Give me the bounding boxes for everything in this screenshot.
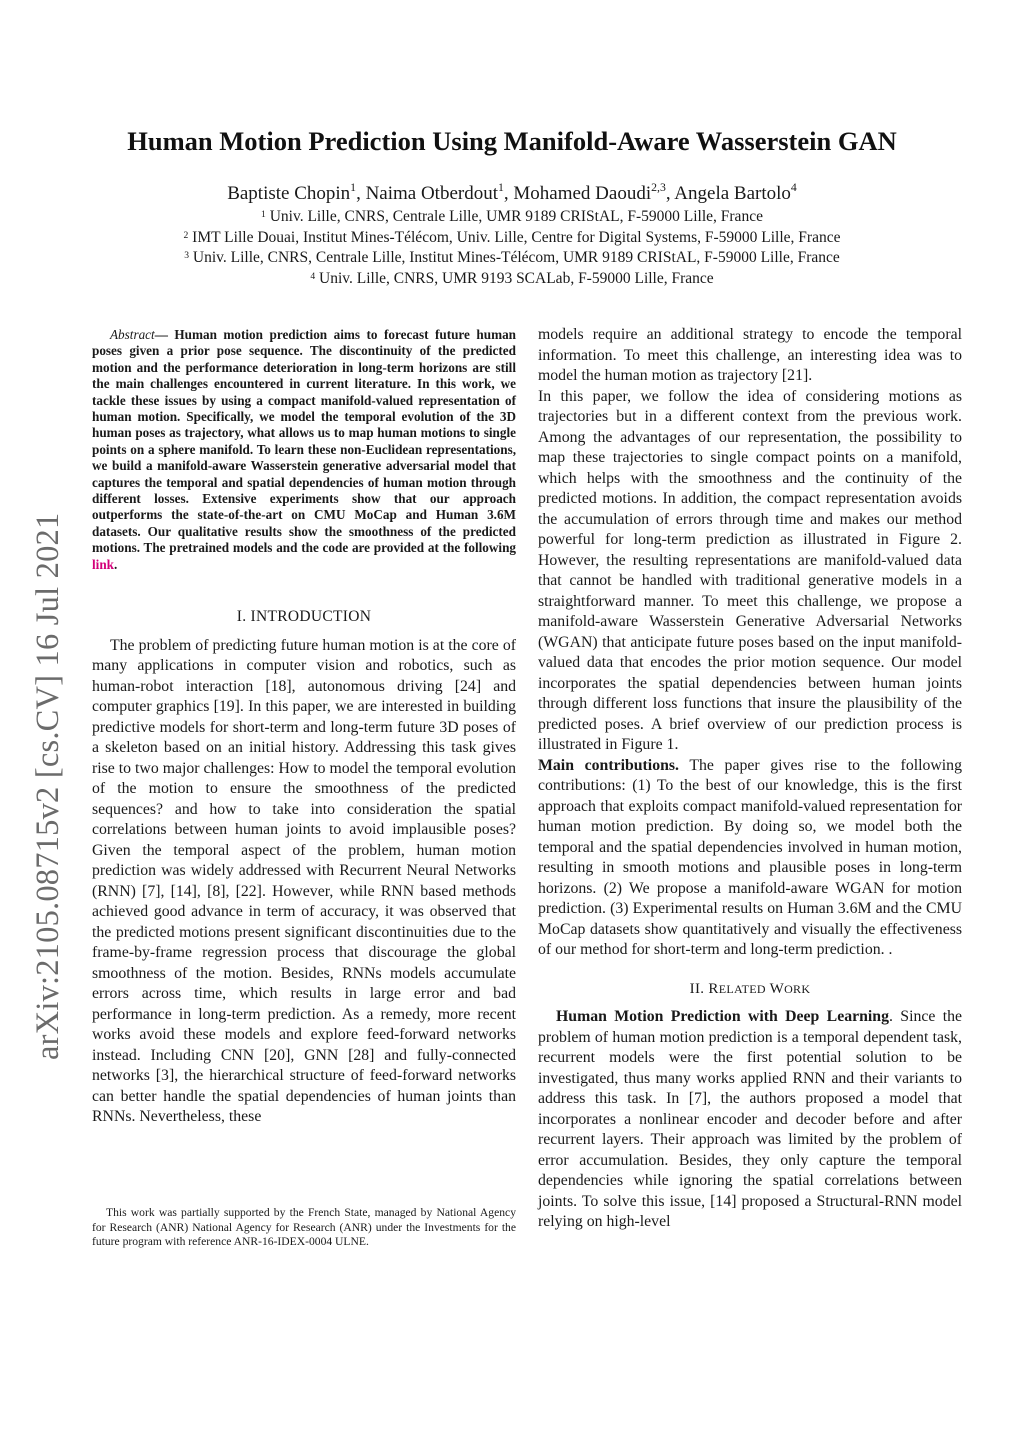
author-affil-mark: 4 <box>790 180 797 194</box>
left-column <box>92 325 516 1128</box>
related-text: Since the problem of human motion prediction is a temporal dependent task, recurrent models were the first potential solution to be investigated, thus many works applied RNN and their variants to address this task. In [7], the authors proposed a model that incorporates a nonlinear encoder and decoder before and after recurrent layers. Their approach was limited by the problem of error accumulation. Besides, they only capture the temporal dependencies while ignoring the spatial correlations between joints. To solve this issue, [14] proposed a Structural-RNN model relying on high-level <box>538 1008 963 1230</box>
affiliation-line <box>0 228 1024 249</box>
author-list: Baptiste Chopin$^1$, Naima Otberdout$^1$, Mohamed Daoudi$^{2,3}$, Angela Bartolo$^4$ <box>227 180 797 204</box>
affiliation-line <box>0 248 1024 269</box>
affiliation-text: Univ. Lille, CNRS, Centrale Lille, Institut Mines-Télécom, UMR 9189 CRIStAL, F-59000 Lille, France <box>192 249 840 266</box>
author-name: Baptiste Chopin <box>227 183 351 204</box>
affiliation-line <box>0 269 1024 290</box>
funding-footnote: This work was partially supported by the French State, managed by National Agency for Research (ANR) National Agency for Research (ANR) under the Investments for the future program with reference ANR-16-IDEX-0004 ULNE. <box>92 1206 516 1249</box>
author-name: Naima Otberdout <box>365 183 498 204</box>
right-column <box>538 325 962 1233</box>
contributions-label: Main contributions. <box>538 756 679 774</box>
affiliation-number: 4 <box>310 270 316 282</box>
affiliation-number: 2 <box>183 229 189 241</box>
affiliation-list <box>0 207 1024 289</box>
affiliation-text: Univ. Lille, CNRS, UMR 9193 SCALab, F-59000 Lille, France <box>319 269 714 287</box>
code-link[interactable]: link <box>92 556 114 572</box>
author-affil-mark: 1 <box>498 180 504 194</box>
related-r: R <box>708 980 719 997</box>
related-w: W <box>769 980 785 997</box>
author-name: Mohamed Daoudi <box>513 183 652 204</box>
intro-paragraph: The problem of predicting future human motion is at the core of many applications in computer vision and robotics, such as human-robot interaction [18], autonomous driving [24] and computer graphics [19]. In this paper, we are interested in building predictive models for short-term and long-term future 3D poses of a skeleton based on an initial history. Addressing this task gives rise to two major challenges: How to model the temporal evolution of the motion to ensure the smoothness of the predicted sequences? and how to take into consideration the spatial correlations between human joints to avoid implausible poses? Given the temporal aspect of the problem, human motion prediction was widely addressed with Recurrent Neural Networks (RNN) [7], [14], [8], [22]. However, while RNN based methods achieved good advance in term of accuracy, it was observed that the predicted motions present significant discontinuities due to the frame-by-frame regression process that discourage the global smoothness of the motion. Besides, RNNs models accumulate errors across time, which results in large error and bad performance in long-term prediction. As a remedy, more recent works avoid these models and explore feed-forward networks instead. Including CNN [20], GNN [28] and fully-connected networks [3], the hierarchical structure of feed-forward networks can better handle the spatial dependencies of human joints than RNNs. Nevertheless, these <box>92 636 516 1126</box>
related-num: II. <box>689 980 705 997</box>
subsection-label: Human Motion Prediction with Deep Learning <box>556 1008 889 1025</box>
contributions-text: The paper gives rise to the following contributions: (1) To the best of our knowledge, this is the first approach that exploits compact manifold-valued representation for human motion prediction. By doing so, we model both the temporal and the spatial dependencies involved in human motion, resulting in smooth motions and plausible poses in long-term horizons. (2) We propose a manifold-aware WGAN for motion prediction. (3) Experimental results on Human 3.6M and the CMU MoCap datasets show quantitatively and visually the effectiveness of our method for short-term and long-term prediction. . <box>538 756 962 958</box>
abstract-label: Abstract <box>110 327 155 342</box>
related-paragraph <box>538 1007 962 1233</box>
arxiv-sidebar-stamp: arXiv:2105.08715v2 [cs.CV] 16 Jul 2021 <box>30 512 66 1060</box>
abstract-text: Human motion prediction aims to forecast future human poses given a prior pose sequence. The discontinuity of the predicted motion and the performance deterioration in long-term horizons are still the main challenges encountered in current literature. In this work, we tackle these issues by using a compact manifold-valued representation of human motion. Specifically, we model the temporal evolution of the 3D human poses as trajectory, what allows us to map human motions to single points on a sphere manifold. To learn these non-Euclidean representations, we build a manifold-aware Wasserstein generative adversarial model that captures the temporal and spatial dependencies of human motion through different losses. Extensive experiments show that our approach outperforms the state-of-the-art on CMU MoCap and Human 3.6M datasets. Our qualitative results show the smoothness of the predicted motions. The pretrained models and the code are provided at the following <box>92 327 516 556</box>
author-name: Angela Bartolo <box>674 183 791 204</box>
abstract: Abstract— Human motion prediction aims to forecast future human poses given a prior pose sequence. The discontinuity of the predicted motion and the performance deterioration in long-term horizons are still the main challenges encountered in current literature. In this work, we tackle these issues by using a compact manifold-valued representation of human motion. Specifically, we model the temporal evolution of the 3D human poses as trajectory, what allows us to map human motions to single points on a sphere manifold. To learn these non-Euclidean representations, we build a manifold-aware Wasserstein generative adversarial model that captures the temporal and spatial dependencies of human motion through different losses. Extensive experiments show that our approach outperforms the state-of-the-art on CMU MoCap and Human 3.6M datasets. Our qualitative results show the smoothness of the predicted motions. The pretrained models and the code are provided at the following link. <box>92 327 516 572</box>
author-affil-mark: 1 <box>350 180 357 194</box>
body-paragraph: models require an additional strategy to encode the temporal information. To meet this challenge, an interesting idea was to model the human motion as trajectory [21]. <box>538 326 962 384</box>
related-elated: ELATED <box>718 981 766 996</box>
section-heading-introduction: I. INTRODUCTION <box>236 608 372 626</box>
affiliation-text: IMT Lille Douai, Institut Mines-Télécom, Univ. Lille, Centre for Digital Systems, F-59000 Lille, France <box>192 228 841 246</box>
affiliation-number: 3 <box>184 250 189 262</box>
subsection-dot: . <box>888 1008 893 1025</box>
affiliation-text: Univ. Lille, CNRS, Centrale Lille, UMR 9189 CRIStAL, F-59000 Lille, France <box>269 208 763 225</box>
section-heading-related-work <box>538 979 962 1000</box>
paper-title: Human Motion Prediction Using Manifold-Aware Wasserstein GAN <box>127 126 897 156</box>
body-paragraph: In this paper, we follow the idea of considering motions as trajectories but in a different context from the previous work. Among the advantages of our representation, the possibility to map these trajectories to single compact points on a manifold, which helps with the smoothness and the continuity of the predicted motions. In addition, the compact representation avoids the accumulation of errors through time and makes our method powerful for long-term prediction as illustrated in Figure 2. However, the resulting representations are manifold-valued data that cannot be handled with traditional generative models in a straightforward manner. To meet this challenge, we propose a manifold-aware Wasserstein Generative Adversarial Networks (WGAN) that anticipate future poses based on the input manifold-valued data that encodes the prior motion sequence. Our model incorporates the spatial dependencies between human joints through different loss functions that insure the plausibility of the predicted poses. A brief overview of our prediction process is illustrated in Figure 1. <box>538 387 962 753</box>
contributions-paragraph <box>538 756 962 961</box>
author-affil-mark: 2,3 <box>651 180 666 194</box>
abstract-end: . <box>114 556 118 572</box>
affiliation-number: 1 <box>261 209 266 221</box>
affiliation-line <box>0 207 1024 228</box>
related-ork: ORK <box>784 981 811 996</box>
